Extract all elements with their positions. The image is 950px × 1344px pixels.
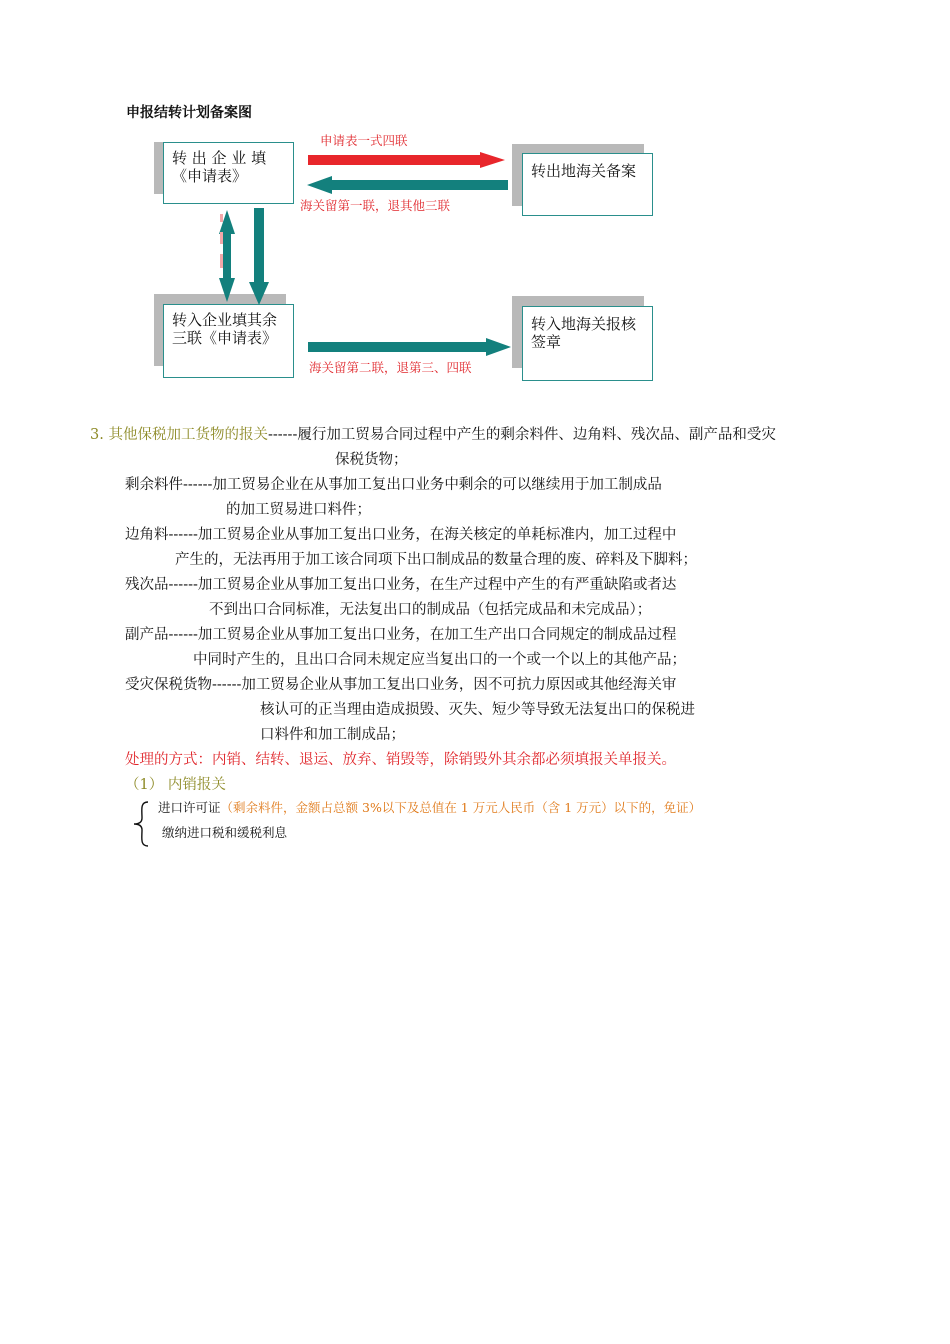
- diagram-title: 申报结转计划备案图: [126, 105, 252, 121]
- item-damaged-line2: 核认可的正当理由造成损毁、灭失、短少等导致无法复出口的保税进: [260, 702, 695, 718]
- item-damaged-line1: 受灾保税货物------加工贸易企业从事加工复出口业务，因不可抗力原因或其他经海关审: [125, 677, 677, 693]
- domestic-sale-heading: （1） 内销报关: [125, 777, 226, 793]
- item-scrap-line1: 边角料------加工贸易企业从事加工复出口业务，在海关核定的单耗标准内，加工过程中: [125, 527, 677, 543]
- arrow-request-to-customs: [308, 152, 505, 168]
- brace-item-tax: 缴纳进口税和缓税利息: [162, 825, 288, 840]
- brace-item-license: [158, 798, 701, 818]
- label-keep-second: 海关留第二联，退第三、四联: [309, 360, 472, 375]
- item-byproduct-line1: 副产品------加工贸易企业从事加工复出口业务，在加工生产出口合同规定的制成品过程: [125, 627, 677, 643]
- label-request-four-copies: 申请表一式四联: [320, 133, 408, 148]
- faint-mark: [220, 214, 223, 222]
- flow-arrows: [0, 0, 950, 420]
- faint-mark: [220, 254, 223, 268]
- section3-heading: 3. 其他保税加工货物的报关: [90, 427, 268, 443]
- box-in-customs-text: 转入地海关报核签章: [531, 315, 637, 351]
- section3-heading-cont: 保税货物；: [335, 452, 408, 468]
- handling-methods: 处理的方式：内销、结转、退运、放弃、销毁等，除销毁外其余都必须填报关单报关。: [125, 752, 676, 768]
- arrow-in-customs-return: [308, 338, 511, 356]
- section3-heading-dash: ------履行加工贸易合同过程中产生的剩余料件、边角料、残次品、副产品和受灾: [267, 427, 776, 443]
- box-out-enterprise-text: 转 出 企 业 填《申请表》: [172, 149, 267, 185]
- item-defective-line1: 残次品------加工贸易企业从事加工复出口业务，在生产过程中产生的有严重缺陷或者达: [125, 577, 677, 593]
- item-damaged-line3: 口料件和加工制成品；: [260, 727, 405, 743]
- item-surplus-line2: 的加工贸易进口料件；: [226, 502, 371, 518]
- arrow-customs-return: [307, 176, 508, 194]
- license-exemption-note: （剩余料件，金额占总额 3%以下及总值在 1 万元人民币（含 1 万元）以下的，免证）: [220, 800, 702, 815]
- item-scrap-line2: 产生的，无法再用于加工该合同项下出口制成品的数量合理的废、碎料及下脚料；: [175, 552, 697, 568]
- brace-icon: [130, 800, 152, 848]
- box-out-customs-text: 转出地海关备案: [531, 162, 637, 180]
- faint-mark: [220, 232, 223, 244]
- arrow-to-in-enterprise: [249, 208, 269, 305]
- section3-heading-line: [90, 425, 776, 445]
- item-surplus-line1: 剩余料件------加工贸易企业在从事加工复出口业务中剩余的可以继续用于加工制成品: [125, 477, 662, 493]
- item-defective-line2: 不到出口合同标准，无法复出口的制成品（包括完成品和未完成品）；: [209, 602, 652, 618]
- label-keep-first: 海关留第一联，退其他三联: [300, 198, 451, 213]
- item-byproduct-line2: 中同时产生的，且出口合同未规定应当复出口的一个或一个以上的其他产品；: [193, 652, 686, 668]
- license-label: 进口许可证: [158, 800, 221, 815]
- box-in-enterprise-text: 转入企业填其余三联《申请表》: [172, 311, 278, 347]
